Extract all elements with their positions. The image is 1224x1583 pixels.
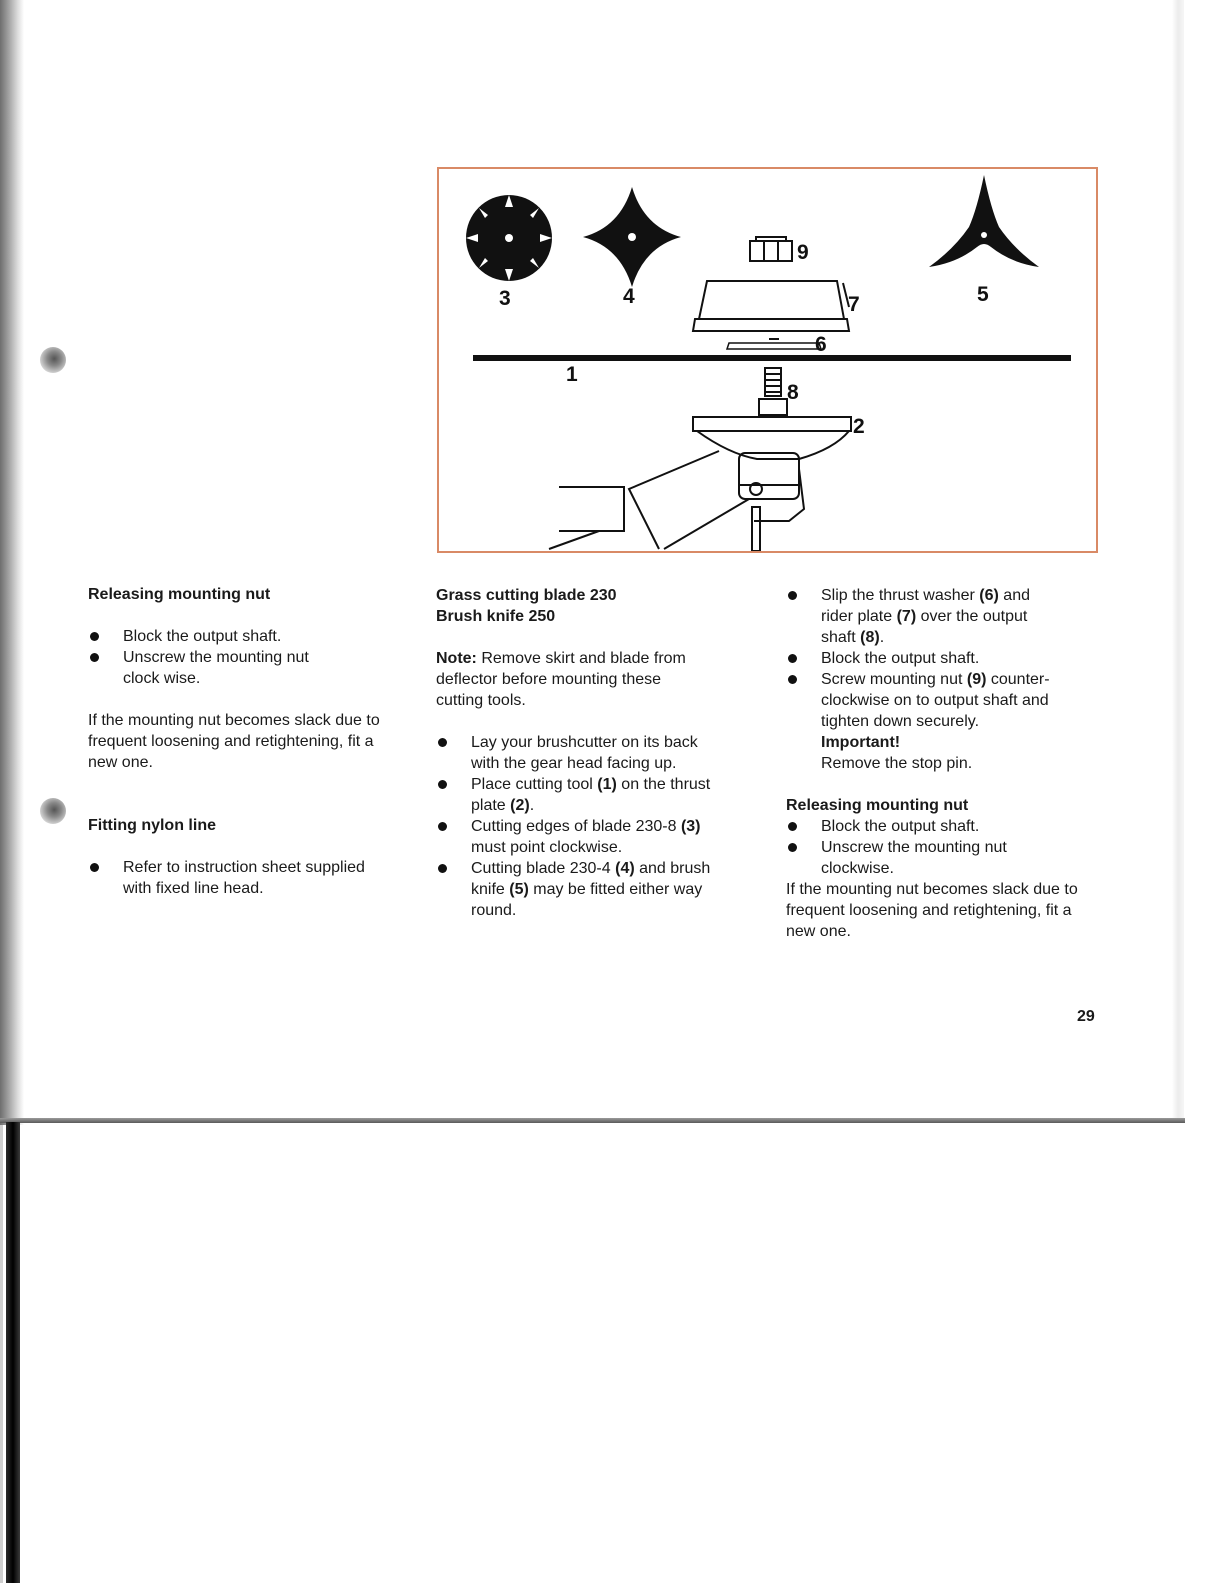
slack-nut-note-right: If the mounting nut becomes slack due to frequent loosening and retightening, fit a new one. — [786, 881, 1078, 940]
list-item: Unscrew the mounting nut clock wise. — [88, 647, 313, 689]
page-right-edge — [1172, 0, 1184, 1122]
list-item-text: . — [879, 629, 885, 646]
gear-head-part — [549, 417, 851, 551]
figure-label-9: 9 — [797, 241, 809, 264]
releasing-nut-steps — [88, 626, 398, 689]
figure-label-2: 2 — [853, 415, 865, 438]
page-bottom-edge — [0, 1118, 1185, 1123]
list-item-text: Block the output shaft. — [821, 650, 980, 667]
releasing-nut-heading: Releasing mounting nut — [88, 586, 271, 603]
list-item-text: Remove the stop pin. — [821, 755, 973, 772]
list-item-text: counter-clockwise on to output shaft and tighten down securely. — [821, 671, 1050, 730]
list-item — [786, 669, 1071, 774]
lower-binder-strip — [6, 1122, 20, 1583]
assembly-figure — [437, 167, 1098, 553]
figure-label-5: 5 — [977, 283, 989, 306]
part-ref: (4) — [615, 860, 635, 877]
part-ref: (6) — [979, 587, 999, 604]
output-shaft-part — [759, 368, 787, 415]
list-item — [786, 837, 1031, 879]
list-item — [436, 774, 733, 816]
list-item-text: . — [529, 797, 535, 814]
punch-hole-top — [40, 347, 66, 373]
list-item-text: Lay your brushcutter on its back with the gear head facing up. — [471, 734, 698, 772]
releasing-nut-heading-right: Releasing mounting nut — [786, 797, 969, 814]
page-number: 29 — [1077, 1008, 1095, 1025]
punch-hole-bottom — [40, 798, 66, 824]
mounting-steps — [436, 732, 736, 921]
list-item-text: Slip the thrust washer — [821, 587, 980, 604]
list-item-text: and brush knife — [471, 860, 711, 898]
part-ref: (7) — [896, 608, 917, 625]
thrust-washer-part — [727, 339, 821, 349]
binding-shadow — [0, 0, 24, 1125]
list-item — [436, 816, 733, 858]
list-item: Block the output shaft. — [88, 626, 398, 647]
list-item-text: must point clockwise. — [471, 839, 623, 856]
middle-column — [436, 585, 736, 921]
left-column — [88, 584, 398, 899]
figure-label-8: 8 — [787, 381, 799, 404]
rider-plate-part — [693, 281, 849, 331]
figure-label-3: 3 — [499, 287, 511, 310]
brush-knife-250-part — [929, 175, 1039, 267]
important-label: Important! — [821, 734, 901, 751]
list-item-text: on the thrust plate — [471, 776, 711, 814]
part-ref: (8) — [860, 629, 880, 646]
list-item — [786, 585, 1051, 648]
part-ref: (2) — [510, 797, 530, 814]
blade-heading-line1: Grass cutting blade 230 — [436, 587, 617, 604]
mounting-nut-part — [750, 237, 792, 261]
fitting-nylon-heading: Fitting nylon line — [88, 817, 216, 834]
note-text: Remove skirt and blade from deflector before mounting these cutting tools. — [436, 650, 686, 709]
fitting-nylon-steps — [88, 857, 398, 899]
figure-label-1: 1 — [566, 363, 578, 386]
cutting-tool-line — [473, 355, 1071, 361]
fitting-steps — [786, 585, 1096, 774]
part-ref: (3) — [680, 818, 701, 835]
list-item-text: Cutting blade 230-4 — [471, 860, 616, 877]
blade-230-8-part — [466, 195, 552, 281]
list-item-text: Unscrew the mounting nut clockwise. — [821, 839, 1007, 877]
list-item — [436, 858, 733, 921]
part-ref: (5) — [509, 881, 529, 898]
removal-note — [436, 648, 711, 711]
list-item — [436, 732, 723, 774]
part-ref: (9) — [966, 671, 987, 688]
list-item-text: Screw mounting nut — [821, 671, 967, 688]
figure-label-4: 4 — [623, 285, 635, 308]
list-item-text: over the output shaft — [821, 608, 1028, 646]
figure-label-6: 6 — [815, 333, 827, 356]
slack-nut-note: If the mounting nut becomes slack due to frequent loosening and retightening, fit a new one. — [88, 712, 380, 771]
list-item: Refer to instruction sheet supplied with fixed line head. — [88, 857, 385, 899]
part-ref: (1) — [597, 776, 617, 793]
releasing-nut-steps-right — [786, 816, 1096, 879]
list-item — [786, 816, 1096, 837]
note-label: Note: — [436, 650, 477, 667]
right-column — [786, 585, 1096, 942]
list-item-text: Place cutting tool — [471, 776, 598, 793]
assembly-diagram — [439, 169, 1096, 551]
list-item — [786, 648, 1096, 669]
list-item-text: and rider plate — [821, 587, 1030, 625]
figure-label-7: 7 — [848, 293, 860, 316]
blade-heading-line2: Brush knife 250 — [436, 608, 556, 625]
list-item-text: may be fitted either way round. — [471, 881, 703, 919]
list-item-text: Block the output shaft. — [821, 818, 980, 835]
list-item-text: Cutting edges of blade 230-8 — [471, 818, 681, 835]
blade-230-4-part — [583, 187, 681, 287]
